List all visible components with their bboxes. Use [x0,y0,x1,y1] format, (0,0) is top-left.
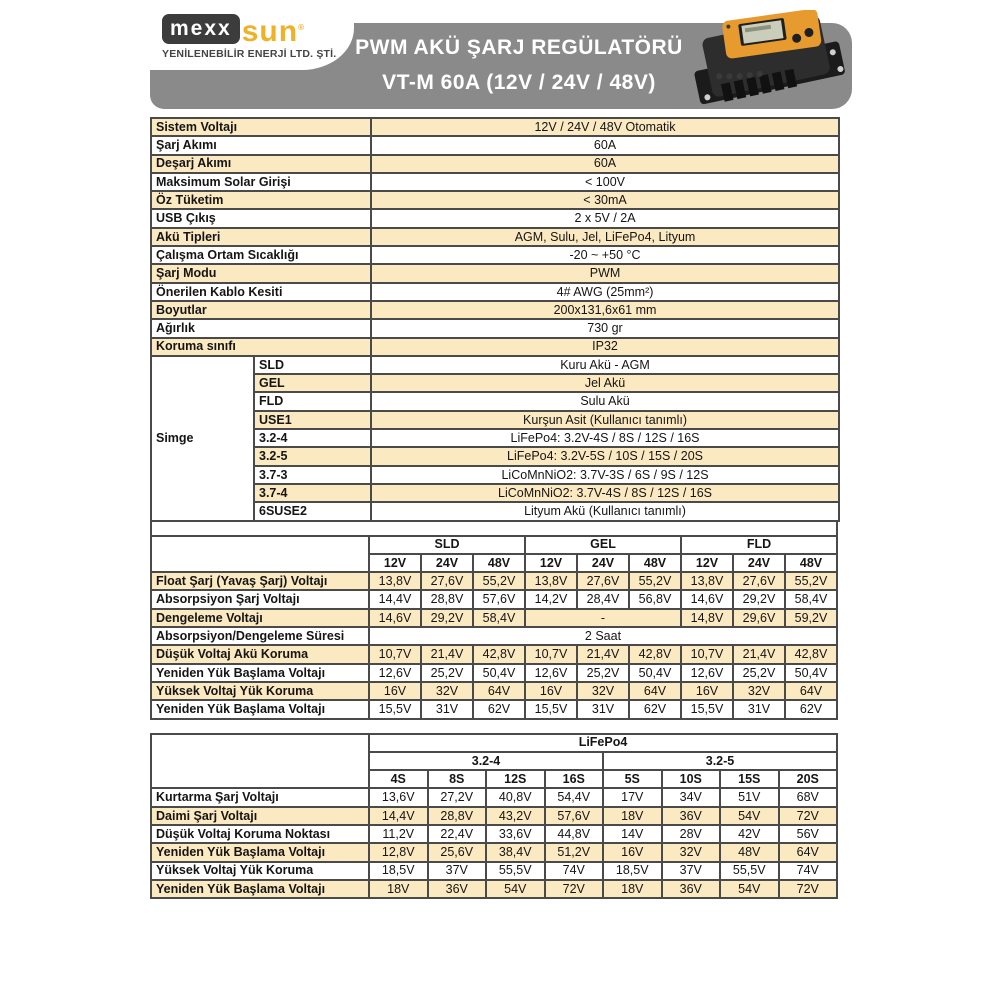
lifepo4-label: Yeniden Yük Başlama Voltajı [151,843,369,861]
spec-row [151,338,839,356]
lifepo4-value: 18V [603,880,662,898]
simge-row [151,447,839,465]
lifepo4-value: 18V [603,807,662,825]
spec-row [151,209,839,227]
voltage-value: 29,2V [733,590,785,608]
voltage-value: 10,7V [369,645,421,663]
lifepo4-value: 33,6V [486,825,545,843]
voltage-value: 12,6V [681,664,733,682]
lifepo4-label: Daimi Şarj Voltajı [151,807,369,825]
lifepo4-label: Kurtarma Şarj Voltajı [151,788,369,806]
product-title [352,36,686,95]
spec-value: PWM [371,264,839,282]
lifepo4-value: 18,5V [603,862,662,880]
voltage-label: Yüksek Voltaj Yük Koruma [151,682,369,700]
voltage-label: Yeniden Yük Başlama Voltajı [151,700,369,718]
spec-row [151,173,839,191]
spec-value: < 30mA [371,191,839,209]
voltage-row [151,700,837,718]
system-voltage-header: 12V [525,554,577,572]
spec-value: 60A [371,155,839,173]
voltage-value: 50,4V [785,664,837,682]
lifepo4-value: 28V [662,825,721,843]
voltage-corner-cell [151,536,369,573]
lifepo4-value: 57,6V [545,807,604,825]
voltage-row [151,645,837,663]
lifepo4-value: 22,4V [428,825,487,843]
voltage-value: 32V [421,682,473,700]
spec-label: Önerilen Kablo Kesiti [151,283,371,301]
lifepo4-value: 37V [428,862,487,880]
lifepo4-value: 72V [545,880,604,898]
simge-code: 3.7-3 [254,466,371,484]
series-count-header: 12S [486,770,545,788]
lifepo4-value: 12,8V [369,843,428,861]
voltage-value: 14,6V [369,609,421,627]
spec-label: Ağırlık [151,319,371,337]
voltage-value: 29,2V [421,609,473,627]
simge-code: SLD [254,356,371,374]
simge-value: LiCoMnNiO2: 3.7V-4S / 8S / 12S / 16S [371,484,839,502]
voltage-value: 32V [577,682,629,700]
lifepo4-value: 51V [720,788,779,806]
spec-label: Şarj Modu [151,264,371,282]
system-voltage-header: 12V [369,554,421,572]
simge-code: 6SUSE2 [254,502,371,520]
simge-code: GEL [254,374,371,392]
voltage-value: 64V [473,682,525,700]
voltage-value: 14,4V [369,590,421,608]
product-title-line1: PWM AKÜ ŞARJ REGÜLATÖRÜ [355,36,683,59]
lifepo4-value: 55,5V [486,862,545,880]
voltage-value: 57,6V [473,590,525,608]
registered-trademark-icon: ® [298,23,304,32]
system-voltage-header: 48V [473,554,525,572]
lifepo4-title-row [151,734,837,752]
spec-value: AGM, Sulu, Jel, LiFePo4, Lityum [371,228,839,246]
spec-label: Öz Tüketim [151,191,371,209]
lifepo4-value: 18,5V [369,862,428,880]
simge-value: LiCoMnNiO2: 3.7V-3S / 6S / 9S / 12S [371,466,839,484]
brand-logo [162,14,362,60]
spec-label: Boyutlar [151,301,371,319]
voltage-value: 50,4V [473,664,525,682]
series-count-header: 8S [428,770,487,788]
voltage-value: 55,2V [785,572,837,590]
lifepo4-label: Yüksek Voltaj Yük Koruma [151,862,369,880]
spec-label: Deşarj Akımı [151,155,371,173]
simge-row [151,466,839,484]
series-count-header: 5S [603,770,662,788]
lifepo4-value: 72V [779,807,838,825]
voltage-value: 42,8V [785,645,837,663]
battery-type-header: GEL [525,536,681,554]
voltage-value: 13,8V [681,572,733,590]
simge-code: 3.2-5 [254,447,371,465]
simge-value: LiFePo4: 3.2V-5S / 10S / 15S / 20S [371,447,839,465]
spec-value: 200x131,6x61 mm [371,301,839,319]
voltage-value: 15,5V [369,700,421,718]
simge-code: 3.2-4 [254,429,371,447]
lifepo4-settings-table [150,733,838,900]
simge-code: USE1 [254,411,371,429]
company-tagline: YENİLENEBİLİR ENERJİ LTD. ŞTİ. [162,48,337,60]
spec-value: 60A [371,136,839,154]
voltage-row [151,664,837,682]
lifepo4-row [151,788,837,806]
simge-row [151,484,839,502]
spec-label: Koruma sınıfı [151,338,371,356]
lifepo4-value: 32V [662,843,721,861]
simge-code: FLD [254,392,371,410]
voltage-value: 14,2V [525,590,577,608]
spec-row [151,264,839,282]
voltage-value: 55,2V [473,572,525,590]
voltage-value: 2 Saat [369,627,837,645]
cell-type-header: 3.2-4 [369,752,603,770]
system-voltage-header: 24V [733,554,785,572]
lifepo4-value: 54V [486,880,545,898]
lifepo4-row [151,825,837,843]
voltage-value: 15,5V [681,700,733,718]
lifepo4-value: 28,8V [428,807,487,825]
lifepo4-label: Düşük Voltaj Koruma Noktası [151,825,369,843]
voltage-value: 21,4V [421,645,473,663]
lifepo4-value: 36V [662,807,721,825]
spec-label: Şarj Akımı [151,136,371,154]
spec-table [150,117,840,522]
voltage-value: 59,2V [785,609,837,627]
spec-value: 12V / 24V / 48V Otomatik [371,118,839,136]
lifepo4-value: 54,4V [545,788,604,806]
voltage-value: 27,6V [577,572,629,590]
spec-value: < 100V [371,173,839,191]
voltage-value: 16V [681,682,733,700]
system-voltage-header: 24V [421,554,473,572]
spec-label: Çalışma Ortam Sıcaklığı [151,246,371,264]
lifepo4-row [151,843,837,861]
lifepo4-value: 14V [603,825,662,843]
lifepo4-row [151,862,837,880]
lifepo4-value: 74V [545,862,604,880]
series-count-header: 10S [662,770,721,788]
voltage-value: 64V [785,682,837,700]
lifepo4-value: 25,6V [428,843,487,861]
lifepo4-value: 48V [720,843,779,861]
simge-value: Kuru Akü - AGM [371,356,839,374]
voltage-value: 42,8V [473,645,525,663]
lifepo4-value: 13,6V [369,788,428,806]
voltage-value: 25,2V [421,664,473,682]
lifepo4-value: 36V [428,880,487,898]
simge-row [151,411,839,429]
lifepo4-blank-cell [151,734,369,789]
lifepo4-value: 43,2V [486,807,545,825]
lifepo4-value: 38,4V [486,843,545,861]
voltage-group-header-row [151,536,837,554]
voltage-value: 25,2V [577,664,629,682]
simge-value: Sulu Akü [371,392,839,410]
voltage-label: Absorpsiyon Şarj Voltajı [151,590,369,608]
voltage-settings-table [150,535,838,720]
system-voltage-header: 24V [577,554,629,572]
voltage-value: 13,8V [525,572,577,590]
lifepo4-title: LiFePo4 [369,734,837,752]
voltage-value: 14,8V [681,609,733,627]
spec-label: Akü Tipleri [151,228,371,246]
voltage-value: 16V [525,682,577,700]
simge-row [151,429,839,447]
lifepo4-value: 17V [603,788,662,806]
lifepo4-label: Yeniden Yük Başlama Voltajı [151,880,369,898]
voltage-value: 32V [733,682,785,700]
lifepo4-value: 64V [779,843,838,861]
tables-area [150,117,838,899]
voltage-value: 58,4V [473,609,525,627]
voltage-value: 10,7V [681,645,733,663]
spec-row [151,319,839,337]
voltage-value: 14,6V [681,590,733,608]
table-spacer [150,720,838,733]
voltage-value: 64V [629,682,681,700]
voltage-value: 16V [369,682,421,700]
voltage-value: 62V [785,700,837,718]
lifepo4-value: 40,8V [486,788,545,806]
voltage-row [151,682,837,700]
voltage-value: 21,4V [577,645,629,663]
system-voltage-header: 48V [629,554,681,572]
logo-mexx-text: mexx [162,14,240,44]
lifepo4-value: 18V [369,880,428,898]
simge-value: Lityum Akü (Kullanıcı tanımlı) [371,502,839,520]
voltage-value: 25,2V [733,664,785,682]
voltage-row [151,609,837,627]
lifepo4-value: 11,2V [369,825,428,843]
cell-type-header: 3.2-5 [603,752,837,770]
battery-type-header: SLD [369,536,525,554]
voltage-row [151,572,837,590]
system-voltage-header: 12V [681,554,733,572]
voltage-row [151,627,837,645]
simge-row [151,374,839,392]
lifepo4-value: 42V [720,825,779,843]
voltage-value: 31V [421,700,473,718]
voltage-value: 15,5V [525,700,577,718]
voltage-value: 12,6V [525,664,577,682]
voltage-label: Absorpsiyon/Dengeleme Süresi [151,627,369,645]
lifepo4-value: 54V [720,880,779,898]
series-count-header: 15S [720,770,779,788]
voltage-value: 42,8V [629,645,681,663]
spec-row [151,118,839,136]
voltage-label: Float Şarj (Yavaş Şarj) Voltajı [151,572,369,590]
spec-label: Sistem Voltajı [151,118,371,136]
simge-row [151,502,839,520]
series-count-header: 4S [369,770,428,788]
lifepo4-value: 55,5V [720,862,779,880]
spec-label: USB Çıkış [151,209,371,227]
series-count-header: 20S [779,770,838,788]
simge-value: Jel Akü [371,374,839,392]
voltage-value: 12,6V [369,664,421,682]
logo-sun-text: sun [241,15,299,48]
lifepo4-value: 16V [603,843,662,861]
lifepo4-value: 74V [779,862,838,880]
system-voltage-header: 48V [785,554,837,572]
lifepo4-value: 51,2V [545,843,604,861]
spec-value: 4# AWG (25mm²) [371,283,839,301]
spec-row [151,246,839,264]
voltage-label: Düşük Voltaj Akü Koruma [151,645,369,663]
voltage-value: 13,8V [369,572,421,590]
simge-code: 3.7-4 [254,484,371,502]
voltage-value: - [525,609,681,627]
spec-row [151,228,839,246]
product-title-line2: VT-M 60A (12V / 24V / 48V) [382,71,656,94]
spec-value: IP32 [371,338,839,356]
lifepo4-row [151,807,837,825]
voltage-value: 50,4V [629,664,681,682]
spec-row [151,301,839,319]
lifepo4-value: 27,2V [428,788,487,806]
lifepo4-value: 72V [779,880,838,898]
battery-type-header: FLD [681,536,837,554]
series-count-header: 16S [545,770,604,788]
voltage-value: 28,4V [577,590,629,608]
voltage-value: 56,8V [629,590,681,608]
simge-row [151,356,839,374]
voltage-row [151,590,837,608]
simge-value: Kurşun Asit (Kullanıcı tanımlı) [371,411,839,429]
voltage-label: Yeniden Yük Başlama Voltajı [151,664,369,682]
spec-row [151,283,839,301]
voltage-label: Dengeleme Voltajı [151,609,369,627]
lifepo4-value: 68V [779,788,838,806]
voltage-value: 31V [577,700,629,718]
voltage-value: 55,2V [629,572,681,590]
voltage-value: 58,4V [785,590,837,608]
voltage-value: 10,7V [525,645,577,663]
spec-value: 730 gr [371,319,839,337]
spec-label: Maksimum Solar Girişi [151,173,371,191]
voltage-value: 21,4V [733,645,785,663]
lifepo4-value: 14,4V [369,807,428,825]
spec-row [151,136,839,154]
voltage-value: 29,6V [733,609,785,627]
simge-row [151,392,839,410]
lifepo4-value: 44,8V [545,825,604,843]
lifepo4-value: 34V [662,788,721,806]
simge-section-label: Simge [151,356,254,521]
voltage-value: 31V [733,700,785,718]
simge-value: LiFePo4: 3.2V-4S / 8S / 12S / 16S [371,429,839,447]
voltage-value: 27,6V [733,572,785,590]
spec-row [151,191,839,209]
voltage-value: 62V [473,700,525,718]
charge-controller-image [688,10,848,116]
lifepo4-value: 54V [720,807,779,825]
voltage-value: 62V [629,700,681,718]
lifepo4-value: 37V [662,862,721,880]
table-spacer-bordered [150,522,838,535]
spec-value: 2 x 5V / 2A [371,209,839,227]
lifepo4-value: 36V [662,880,721,898]
spec-row [151,155,839,173]
spec-value: -20 ~ +50 °C [371,246,839,264]
lifepo4-row [151,880,837,898]
voltage-value: 28,8V [421,590,473,608]
voltage-value: 27,6V [421,572,473,590]
lifepo4-value: 56V [779,825,838,843]
